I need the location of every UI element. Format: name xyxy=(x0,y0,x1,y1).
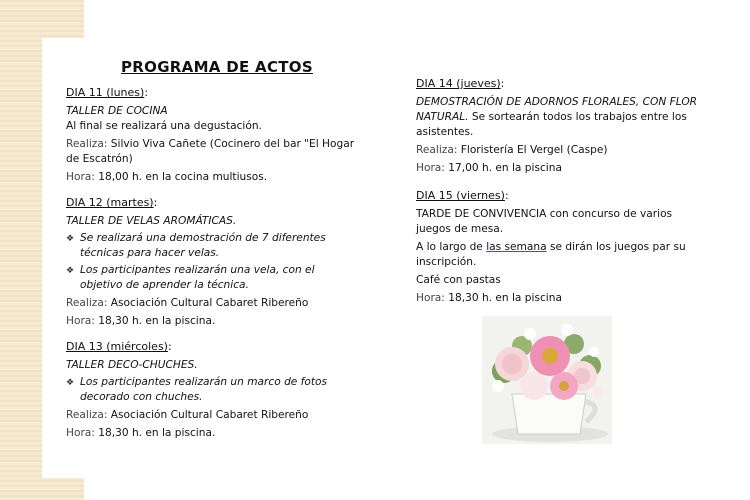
day-14-taller: DEMOSTRACIÓN DE ADORNOS FLORALES, CON FLOR NATURAL. Se sortearán todos los trabajos entre los asistentes. xyxy=(416,96,698,138)
day-15-header: DIA 15 (viernes): xyxy=(416,189,509,202)
day-13-bullet: ❖ Los participantes realizarán un marco de fotos decorado con chuches. xyxy=(66,376,328,403)
diamond-bullet-icon: ❖ xyxy=(66,378,75,388)
day-11-realiza: Realiza: Silvio Viva Cañete (Cocinero del bar "El Hogar de Escatrón) xyxy=(66,138,355,165)
day-11-hora: Hora: 18,00 h. en la cocina multiusos. xyxy=(66,171,268,183)
day-12-header: DIA 12 (martes): xyxy=(66,196,158,209)
day-15-line2: A lo largo de las semana se dirán los juegos par su inscripción. xyxy=(416,241,686,268)
day-14-realiza: Realiza: Floristería El Vergel (Caspe) xyxy=(416,144,608,156)
diamond-bullet-icon: ❖ xyxy=(66,234,75,244)
day-13-hora: Hora: 18,30 h. en la piscina. xyxy=(66,427,216,439)
day-12-bullet: ❖ Los participantes realizarán una vela, con el objetivo de aprender la técnica. xyxy=(66,264,315,291)
day-12-taller: TALLER DE VELAS AROMÁTICAS. xyxy=(66,215,237,227)
day-11-note: Al final se realizará una degustación. xyxy=(66,120,262,132)
right-column xyxy=(416,76,706,306)
day-13-taller: TALLER DECO-CHUCHES. xyxy=(66,359,198,371)
day-12-hora: Hora: 18,30 h. en la piscina. xyxy=(66,315,216,327)
day-13-realiza: Realiza: Asociación Cultural Cabaret Ribereño xyxy=(66,409,309,421)
day-11-header: DIA 11 (lunes): xyxy=(66,86,149,99)
day-14-hora: Hora: 17,00 h. en la piscina xyxy=(416,162,562,174)
day-15-line1: TARDE DE CONVIVENCIA con concurso de varios juegos de mesa. xyxy=(416,208,673,235)
document-title: PROGRAMA DE ACTOS xyxy=(121,58,313,76)
day-12-bullet: ❖ Se realizará una demostración de 7 diferentes técnicas para hacer velas. xyxy=(66,232,326,259)
flower-photo xyxy=(482,316,612,444)
flower-bouquet-icon xyxy=(482,316,612,444)
day-13-header: DIA 13 (miércoles): xyxy=(66,340,172,353)
day-15-hora: Hora: 18,30 h. en la piscina xyxy=(416,292,562,304)
day-12-realiza: Realiza: Asociación Cultural Cabaret Ribereño xyxy=(66,297,309,309)
day-15-line3: Café con pastas xyxy=(416,274,501,286)
left-column xyxy=(66,60,356,441)
day-11-taller: TALLER DE COCINA xyxy=(66,105,168,117)
day-14-header: DIA 14 (jueves): xyxy=(416,77,505,90)
diamond-bullet-icon: ❖ xyxy=(66,266,75,276)
